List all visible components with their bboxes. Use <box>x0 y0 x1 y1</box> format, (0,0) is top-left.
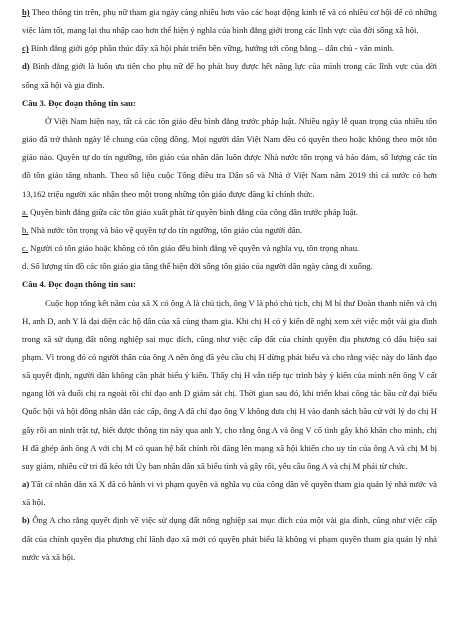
statement-text: Bình đẳng giới là luôn ưu tiên cho phụ nữ để họ phát huy được hết năng lực của mình trong các lĩnh vực của đời sống xã hội và gia đình. <box>22 61 437 90</box>
statement-b <box>22 3 437 39</box>
question-4-option-b <box>22 511 437 565</box>
option-text: Số lượng tín đồ các tôn giáo gia tăng thể hiện đời sống tôn giáo của người dân ngày càng đi xuống. <box>28 261 373 272</box>
question-3-option-c <box>22 239 437 257</box>
question-4-option-a <box>22 475 437 511</box>
option-text: Ông A cho rằng quyết định về việc sử dụng đất nông nghiệp sai mục đích của một vài gia đình, cũng như việc cấp đất của chính quyền địa phương chỉ lãnh đạo xã mới có quyền phát biểu là không vi phạm quyền tham gia quản lý nhà nước và xã hội. <box>22 515 437 562</box>
option-letter: d. <box>22 261 29 272</box>
option-letter: c. <box>22 243 28 254</box>
option-letter: b) <box>22 515 30 526</box>
question-4-heading: Câu 4. Đọc đoạn thông tin sau: <box>22 279 136 290</box>
option-text: Người có tôn giáo hoặc không có tôn giáo đều bình đẳng về quyền và nghĩa vụ, tôn trọng nhau. <box>28 243 360 254</box>
option-letter: a. <box>22 206 28 217</box>
statement-text: Bình đẳng giới góp phần thúc đẩy xã hội phát triển bền vững, hướng tới công bằng – dân chủ - văn minh. <box>28 43 395 54</box>
question-3-option-b <box>22 221 437 239</box>
question-3-passage: Ở Việt Nam hiện nay, tất cả các tôn giáo đều bình đẳng trước pháp luật. Nhiều ngày lễ quan trọng của nhiều tôn giáo đã trở thành ngày lễ chung của cộng đồng. Mọi người dân Việt Nam đều có quyền theo hoặc không theo một tôn giáo nào. Quyền tự do tín ngưỡng, tôn giáo của nhân dân luôn được Nhà nước tôn trọng và bảo đảm, số lượng các tín đồ tôn giáo tăng nhanh. Theo số liệu cuộc Tổng điều tra Dân số và Nhà ở Việt Nam năm 2019 thì cả nước có hơn 13,162 triệu người xác nhận theo một trong những tôn giáo được đăng kí chính thức. <box>22 115 437 199</box>
option-text: Tất cả nhân dân xã X đã có hành vi vi phạm quyền và nghĩa vụ của công dân về quyền tham gia quản lý nhà nước và xã hội. <box>22 479 437 508</box>
question-3-option-d <box>22 257 437 275</box>
statement-label: b) <box>22 7 30 17</box>
option-text: Quyền bình đẳng giữa các tôn giáo xuất phát từ quyền bình đẳng của công dân trước pháp luật. <box>28 206 358 217</box>
question-3-heading: Câu 3. Đọc đoạn thông tin sau: <box>22 97 136 108</box>
statement-c <box>22 39 437 57</box>
statement-label: d) <box>22 61 30 72</box>
statement-label: c) <box>22 43 29 54</box>
option-letter: b. <box>22 224 29 235</box>
option-text: Nhà nước tôn trọng và bảo vệ quyền tự do tín ngưỡng, tôn giáo của người dân. <box>28 224 303 235</box>
statement-text: Theo thông tin trên, phụ nữ tham gia ngày càng nhiều hơn vào các hoạt động kinh tế và có nhiều cơ hội để có những việc làm tốt, mang lại thu nhập cao hơn thể hiện ý nghĩa của bình đẳng giới trong các lĩnh vực của đời sống xã hội. <box>22 7 437 36</box>
question-4-passage: Cuộc họp tổng kết năm của xã X có ông A là chủ tịch, ông V là phó chủ tịch, chị M bí thư Đoàn thanh niên và chị H, anh D, anh Y là đại diện các hộ dân của xã cùng tham gia. Khi chị H có ý kiến đề nghị xem xét việc một vài gia đình trong xã sử dụng đất nông nghiệp sai mục đích, cũng như việc cấp đất của chính quyền địa phương có dấu hiệu sai phạm. Vì trong đó có người thân của ông A nên ông đã yêu cầu chị H dừng phát biểu và cho rằng việc này do lãnh đạo xã quyết định, người dân không cần phát biểu ý kiến. Thấy chị H vẫn tiếp tục trình bày ý kiến của mình nên ông V cất ngang lời và đuổi chị ra ngoài rồi chỉ đạo anh D giám sát chị. Thời gian sau đó, khi triển khai công tác bầu cử đại biểu Quốc hội và hội đồng nhân dân các cấp, ông A đã chỉ đạo ông V không đưa chị H vào danh sách bầu cử với lý do chị H gây rối an ninh trật tự, biết được thông tin này qua anh Y, cho rằng ông A và ông V cố tình gây khó khăn cho mình, chị H đã ghép ảnh ông A với chị M có quan hệ bất chính rồi đăng lên mạng xã hội khiến cho uy tín của ông A và chị M bị suy giảm, nhiều cử tri đã kéo tới Ủy ban nhân dân xã biểu tình và gây rối, yêu cầu ông A và chị M phải từ chức. <box>22 297 437 471</box>
statement-d <box>22 57 437 93</box>
option-letter: a) <box>22 479 30 490</box>
question-3-option-a <box>22 203 437 221</box>
